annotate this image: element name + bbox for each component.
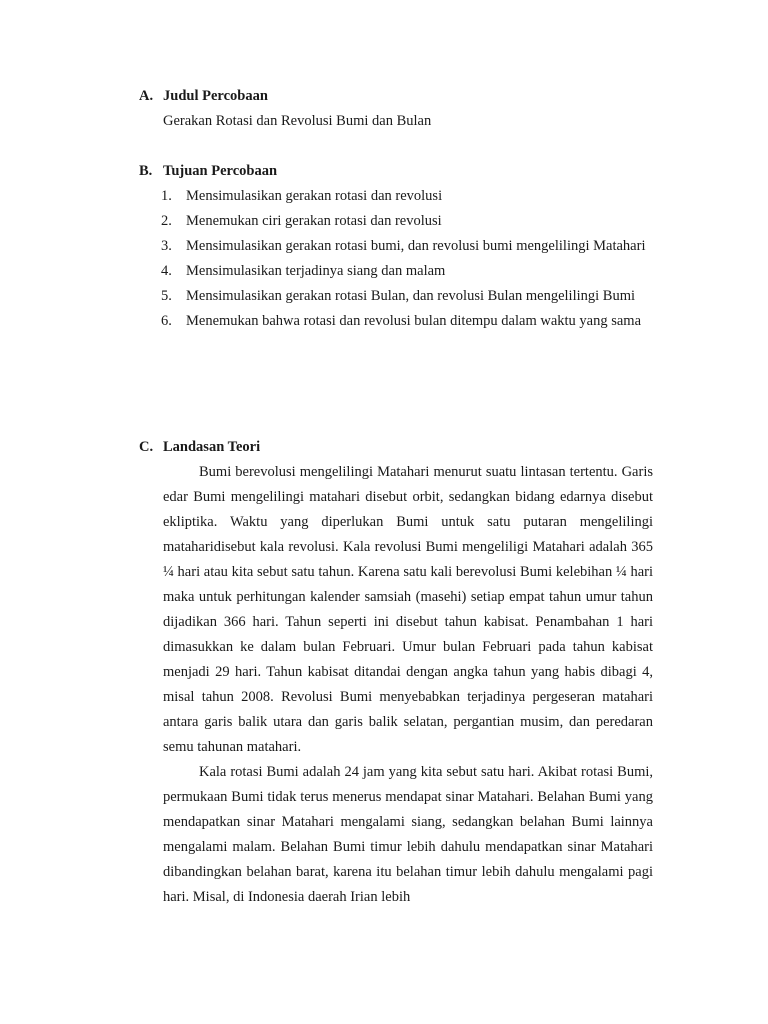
list-item-text: Mensimulasikan gerakan rotasi dan revolusi bbox=[186, 188, 443, 204]
list-item bbox=[139, 184, 653, 209]
section-letter: B. bbox=[139, 163, 153, 179]
list-item-text: Menemukan bahwa rotasi dan revolusi bulan ditempu dalam waktu yang sama bbox=[186, 313, 642, 329]
section-landasan-teori bbox=[139, 435, 653, 910]
section-title: Judul Percobaan bbox=[163, 88, 268, 104]
list-item-text: Mensimulasikan gerakan rotasi bumi, dan revolusi bumi mengelilingi Matahari bbox=[186, 238, 646, 254]
section-judul-percobaan bbox=[139, 84, 653, 134]
list-item-number: 3. bbox=[161, 238, 172, 254]
section-heading bbox=[139, 159, 653, 184]
list-item-number: 5. bbox=[161, 288, 172, 304]
section-title: Landasan Teori bbox=[163, 439, 261, 455]
list-item-text: Mensimulasikan gerakan rotasi Bulan, dan revolusi Bulan mengelilingi Bumi bbox=[186, 288, 636, 304]
list-item-text: Menemukan ciri gerakan rotasi dan revolusi bbox=[186, 213, 442, 229]
list-item-number: 4. bbox=[161, 263, 172, 279]
theory-body bbox=[163, 460, 653, 910]
list-item bbox=[139, 209, 653, 234]
list-item-number: 1. bbox=[161, 188, 172, 204]
list-item-number: 2. bbox=[161, 213, 172, 229]
section-tujuan-percobaan bbox=[139, 159, 653, 334]
list-item bbox=[139, 259, 653, 284]
list-item-number: 6. bbox=[161, 313, 172, 329]
experiment-title-text: Gerakan Rotasi dan Revolusi Bumi dan Bulan bbox=[163, 113, 432, 129]
list-item bbox=[139, 309, 653, 334]
list-item-text: Mensimulasikan terjadinya siang dan malam bbox=[186, 263, 446, 279]
list-item bbox=[139, 284, 653, 309]
section-title: Tujuan Percobaan bbox=[163, 163, 278, 179]
paragraph: Kala rotasi Bumi adalah 24 jam yang kita sebut satu hari. Akibat rotasi Bumi, permukaan Bumi tidak terus menerus mendapat sinar Matahari. Belahan Bumi yang mendapatkan sinar Matahari mengalami siang, sedangkan belahan Bumi lainnya mengalami malam. Belahan Bumi timur lebih dahulu mendapatkan sinar Matahari dibandingkan belahan barat, karena itu belahan timur lebih dahulu mengalami pagi hari. Misal, di Indonesia daerah Irian lebih bbox=[163, 764, 653, 905]
goals-list bbox=[139, 184, 653, 334]
section-heading bbox=[139, 84, 653, 109]
list-item bbox=[139, 234, 653, 259]
section-heading bbox=[139, 435, 653, 460]
section-letter: C. bbox=[139, 439, 154, 455]
section-letter: A. bbox=[139, 88, 154, 104]
paragraph: Bumi berevolusi mengelilingi Matahari menurut suatu lintasan tertentu. Garis edar Bumi mengelilingi matahari disebut orbit, sedangkan bidang edarnya disebut ekliptika. Waktu yang diperlukan Bumi untuk satu putaran mengelilingi mataharidisebut kala revolusi. Kala revolusi Bumi mengeliligi Matahari adalah 365 ¼ hari atau kita sebut satu tahun. Karena satu kali berevolusi Bumi kelebihan ¼ hari maka untuk perhitungan kalender samsiah (masehi) setiap empat tahun umur tahun dijadikan 366 hari. Tahun seperti ini disebut tahun kabisat. Penambahan 1 hari dimasukkan ke dalam bulan Februari. Umur bulan Februari pada tahun kabisat menjadi 29 hari. Tahun kabisat ditandai dengan angka tahun yang habis dibagi 4, misal tahun 2008. Revolusi Bumi menyebabkan terjadinya pergeseran matahari antara garis balik utara dan garis balik selatan, pergantian musim, dan peredaran semu tahunan matahari. bbox=[163, 464, 653, 755]
